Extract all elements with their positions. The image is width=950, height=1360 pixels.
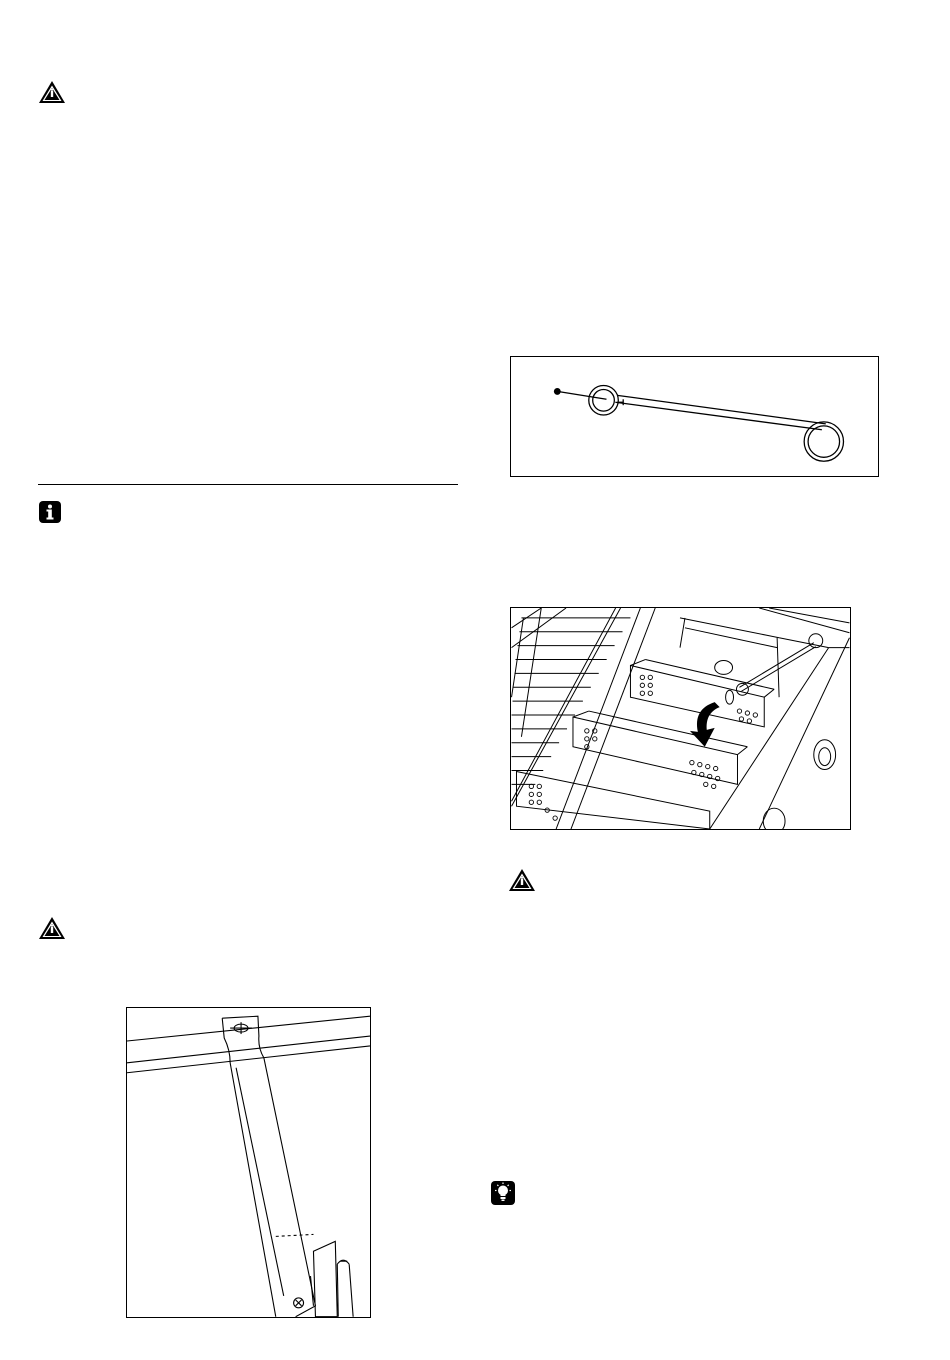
burner-tube-illustration [126, 1007, 371, 1318]
lightbulb-tip-icon [490, 1180, 516, 1206]
section-divider [38, 484, 458, 485]
warning-triangle-icon [38, 80, 66, 104]
info-icon [38, 500, 62, 524]
warning-triangle-icon [508, 868, 536, 892]
burner-cleaning-illustration [510, 607, 851, 830]
pipe-cleaner-tool-illustration [510, 356, 879, 477]
warning-triangle-icon [38, 916, 66, 940]
